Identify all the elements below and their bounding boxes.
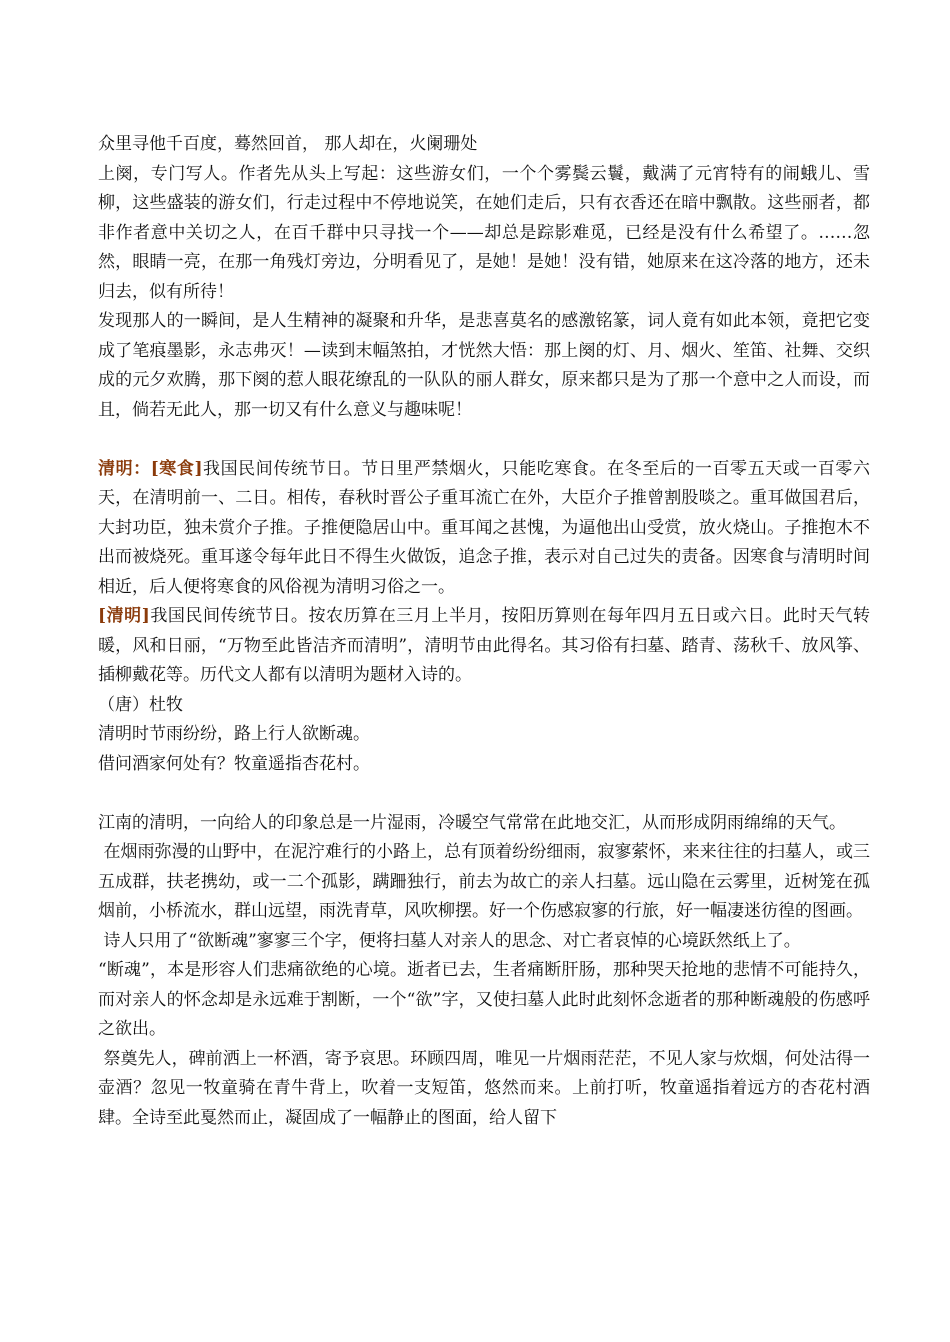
commentary-paragraph-2: 发现那人的一瞬间，是人生精神的凝聚和升华，是悲喜莫名的感激铭篆，词人竟有如此本领，竟把它变成了笔痕墨影，永志弗灭！—读到末幅煞拍，才恍然大悟：那上阕的灯、月、烟火、笙笛、社舞、交织成的元夕欢腾，那下阕的惹人眼花缭乱的一队队的丽人群女，原来都只是为了那一个意中之人而设，而且，倘若无此人，那一切又有什么意义与趣味呢！ [98, 311, 870, 420]
analysis-paragraph-3: 诗人只用了“欲断魂”寥寥三个字，便将扫墓人对亲人的思念、对亡者哀悼的心境跃然纸上了。 [98, 930, 801, 951]
poem-line-2: 借问酒家何处有？牧童遥指杏花村。 [98, 753, 370, 774]
commentary-paragraph-1: 上阕，专门写人。作者先从头上写起：这些游女们，一个个雾鬓云鬟，戴满了元宵特有的闹蛾儿、雪柳，这些盛装的游女们，行走过程中不停地说笑，在她们走后，只有衣香还在暗中飘散。这些丽者，都非作者意中关切之人，在百千群中只寻找一个——却总是踪影难觅，已经是没有什么希望了。……忽然，眼睛一亮，在那一角残灯旁边，分明看见了，是她！是她！没有错，她原来在这冷落的地方，还未归去，似有所待！ [98, 163, 870, 302]
poem-quote-line: 众里寻他千百度，蓦然回首， 那人却在，火阑珊处 [98, 134, 478, 154]
paragraph-spacer [98, 425, 870, 455]
analysis-paragraph-5: 祭奠先人，碑前洒上一杯酒，寄予哀思。环顾四周，唯见一片烟雨茫茫，不见人家与炊烟，何处沽得一壶酒？忽见一牧童骑在青牛背上，吹着一支短笛，悠然而来。上前打听，牧童遥指着远方的杏花村酒肆。全诗至此戛然而止，凝固成了一幅静止的图面，给人留下 [98, 1048, 871, 1128]
analysis-paragraph-4: “断魂”，本是形容人们悲痛欲绝的心境。逝者已去，生者痛断肝肠，那种哭天抢地的悲情不可能持久，而对亲人的怀念却是永远难于割断，一个“欲”字，又使扫墓人此时此刻怀念逝者的那种断魂般的伤感呼之欲出。 [98, 960, 870, 1039]
paragraph-spacer [98, 779, 870, 809]
hanshi-text: 我国民间传统节日。节日里严禁烟火，只能吃寒食。在冬至后的一百零五天或一百零六天，在清明前一、二日。相传，春秋时晋公子重耳流亡在外，大臣介子推曾割股啖之。重耳做国君后，大封功臣，独未赏介子推。子推便隐居山中。重耳闻之甚愧，为逼他出山受赏，放火烧山。子推抱木不出而被烧死。重耳遂令每年此日不得生火做饭，追念子推，表示对自己过失的责备。因寒食与清明时间相近，后人便将寒食的风俗视为清明习俗之一。 [98, 458, 870, 597]
analysis-paragraph-1: 江南的清明，一向给人的印象总是一片湿雨，冷暖空气常常在此地交汇，从而形成阴雨绵绵的天气。 [98, 812, 846, 833]
qingming-heading: [清明] [98, 606, 150, 626]
analysis-paragraph-2: 在烟雨弥漫的山野中，在泥泞难行的小路上，总有顶着纷纷细雨，寂寥萦怀，来来往往的扫墓人，或三五成群，扶老携幼，或一二个孤影，蹒跚独行，前去为故亡的亲人扫墓。远山隐在云雾里，近树笼在孤烟前，小桥流水，群山远望，雨洗青草，风吹柳摆。好一个伤感寂寥的行旅，好一幅凄迷彷徨的图画。 [98, 842, 871, 921]
hanshi-entry [98, 455, 870, 603]
poem-author: （唐）杜牧 [98, 694, 183, 715]
hanshi-heading: 清明：[寒食] [98, 458, 203, 479]
qingming-text: 我国民间传统节日。按农历算在三月上半月，按阳历算则在每年四月五日或六日。此时天气转暖，风和日丽，“万物至此皆洁齐而清明”，清明节由此得名。其习俗有扫墓、踏青、荡秋千、放风筝、插柳戴花等。历代文人都有以清明为题材入诗的。 [98, 606, 871, 685]
poem-line-1: 清明时节雨纷纷，路上行人欲断魂。 [98, 724, 370, 744]
qingming-entry [98, 602, 870, 691]
document-page [98, 130, 870, 1133]
